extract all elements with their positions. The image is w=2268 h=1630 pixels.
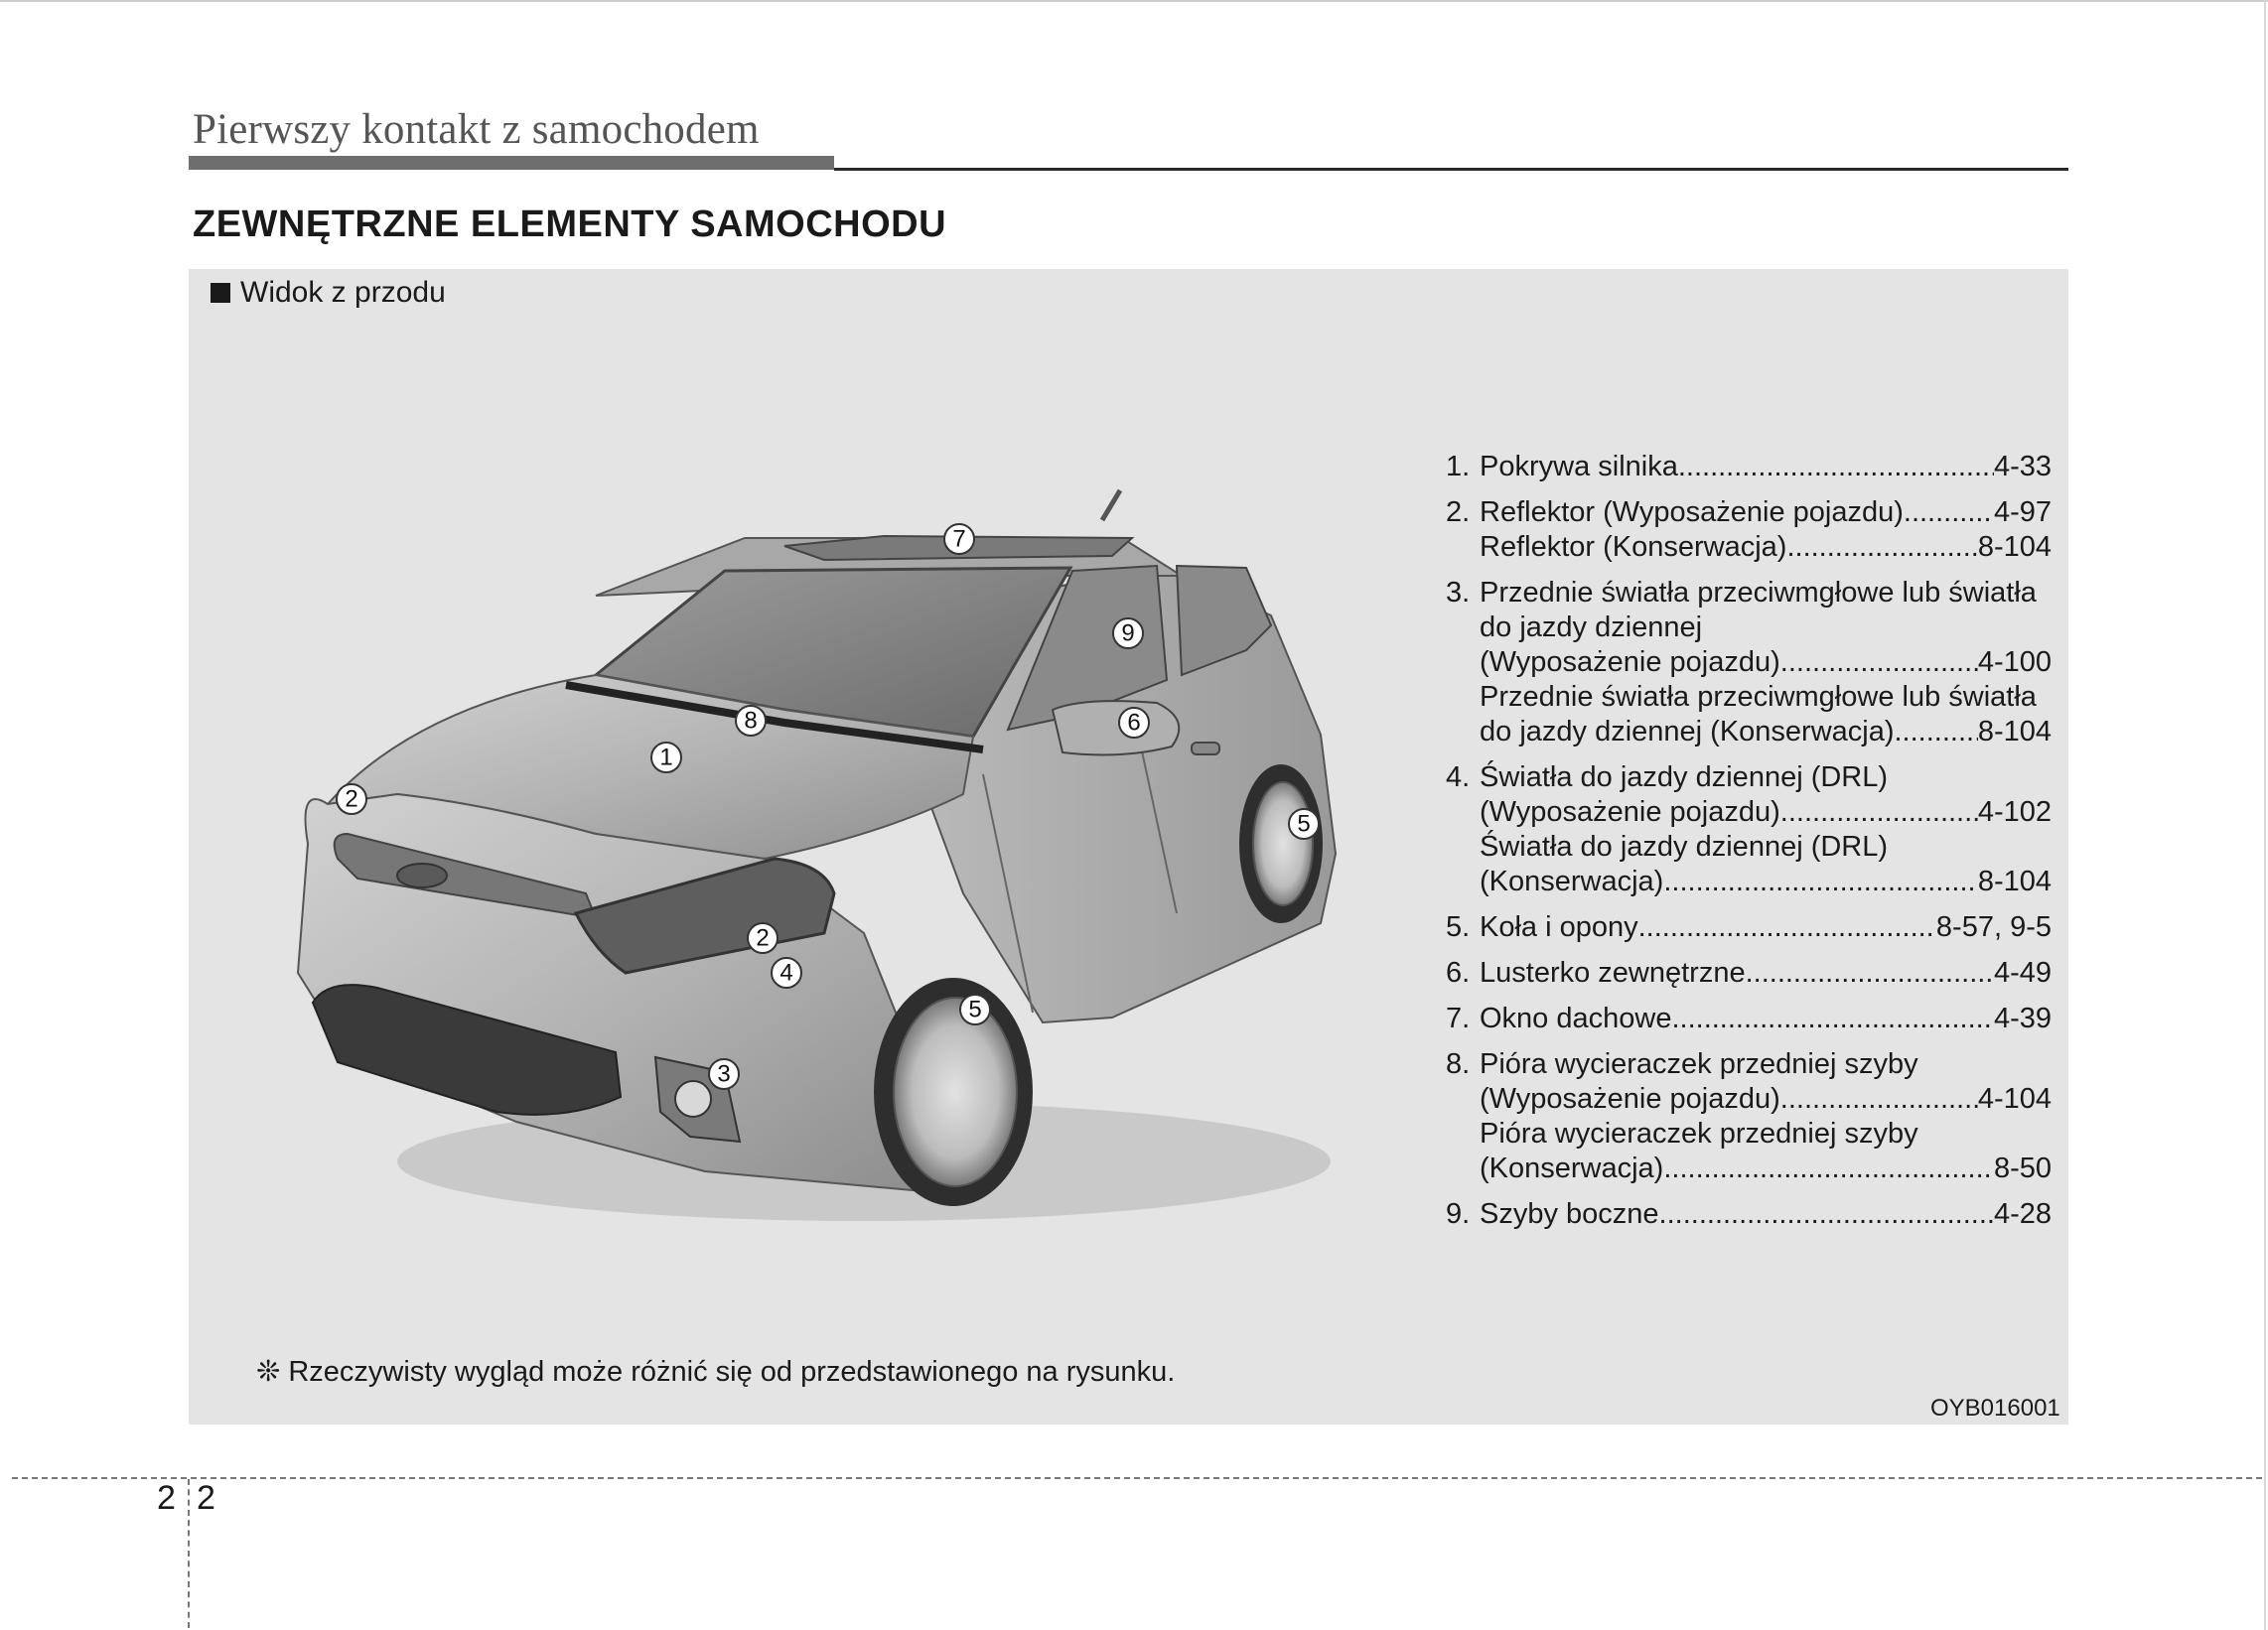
legend-line-text: Przednie światła przeciwmgłowe lub światła (1480, 577, 2037, 609)
legend-line-text: Reflektor (Wyposażenie pojazdu) (1480, 496, 1904, 528)
callout-5-a (960, 995, 990, 1024)
legend-item-4 (1446, 760, 2052, 899)
callout-7 (944, 524, 974, 554)
legend-line-text: Pokrywa silnika (1480, 451, 1678, 482)
svg-text:2: 2 (756, 924, 770, 952)
legend-line-text: (Konserwacja) (1480, 1153, 1664, 1184)
legend-line (1480, 910, 2052, 945)
bullet-square-icon (211, 283, 230, 303)
legend-line (1480, 611, 2052, 645)
page-reference: 4-33 (1993, 451, 2052, 482)
door-handle (1192, 743, 1219, 754)
legend-line-text: Światła do jazdy dziennej (DRL) (1480, 831, 1889, 863)
front-wheel-rim (894, 998, 1017, 1186)
legend-item-number: 5. (1446, 911, 1471, 943)
legend-item-number: 1. (1446, 451, 1471, 482)
legend-line-text: Pióra wycieraczek przedniej szyby (1480, 1048, 1918, 1080)
leader-dots (1678, 450, 1994, 484)
legend-item-9 (1446, 1197, 2052, 1232)
legend-line (1480, 1002, 2052, 1036)
legend-line (1480, 530, 2052, 565)
legend-line (1480, 865, 2052, 899)
legend-item-number: 3. (1446, 577, 1471, 609)
legend-line (1480, 450, 2052, 484)
svg-text:1: 1 (659, 744, 673, 771)
legend-line-text: Koła i opony (1480, 911, 1638, 943)
legend-line (1480, 760, 2052, 795)
callout-3 (709, 1059, 739, 1089)
parts-legend (1446, 450, 2052, 1243)
roof-antenna (1102, 490, 1120, 520)
legend-line-text: (Wyposażenie pojazdu) (1480, 1083, 1780, 1115)
svg-text:5: 5 (968, 996, 982, 1023)
page-reference: 4-104 (1977, 1083, 2052, 1115)
rear-wheel-rim (1253, 782, 1313, 905)
legend-line-text: do jazdy dziennej (Konserwacja) (1480, 716, 1895, 747)
legend-item-8 (1446, 1047, 2052, 1186)
svg-text:3: 3 (717, 1060, 731, 1088)
legend-line-text: Reflektor (Konserwacja) (1480, 531, 1787, 563)
legend-item-number: 8. (1446, 1048, 1471, 1080)
page-number: 2 (197, 1479, 215, 1517)
leader-dots (1663, 865, 1977, 899)
legend-line-text: Okno dachowe (1480, 1003, 1672, 1034)
svg-text:2: 2 (345, 785, 358, 813)
page-reference: 8-57, 9-5 (1935, 911, 2052, 943)
svg-text:4: 4 (780, 959, 793, 987)
page-reference: 8-104 (1977, 531, 2052, 563)
callout-5-b (1289, 809, 1319, 839)
legend-item-number: 7. (1446, 1003, 1471, 1034)
callout-9 (1113, 618, 1143, 648)
legend-item-7 (1446, 1002, 2052, 1036)
legend-item-number: 2. (1446, 496, 1471, 528)
page-heading: ZEWNĘTRZNE ELEMENTY SAMOCHODU (193, 204, 947, 245)
svg-text:9: 9 (1121, 619, 1135, 647)
svg-text:7: 7 (952, 525, 966, 553)
callout-8 (736, 706, 766, 736)
callout-6 (1119, 708, 1149, 738)
illustration-note: ❊ Rzeczywisty wygląd może różnić się od przedstawionego na rysunku. (256, 1356, 1176, 1388)
legend-line (1480, 1152, 2052, 1186)
leader-dots (1638, 910, 1936, 945)
legend-line (1480, 715, 2052, 749)
legend-line-text: do jazdy dziennej (1480, 611, 1703, 643)
legend-line (1480, 495, 2052, 530)
legend-line (1480, 1117, 2052, 1152)
callout-2-a (337, 784, 366, 814)
legend-item-5 (1446, 910, 2052, 945)
legend-line (1480, 680, 2052, 715)
legend-line (1480, 1047, 2052, 1082)
legend-line-text: (Wyposażenie pojazdu) (1480, 646, 1780, 678)
footer-dashed-rule (12, 1477, 2262, 1479)
legend-item-2 (1446, 495, 2052, 565)
legend-line (1480, 576, 2052, 611)
page-reference: 8-50 (1993, 1153, 2052, 1184)
legend-item-number: 9. (1446, 1198, 1471, 1230)
legend-line-text: Przednie światła przeciwmgłowe lub światła (1480, 681, 2037, 713)
legend-line-text: (Konserwacja) (1480, 866, 1664, 897)
page-reference: 4-28 (1993, 1198, 2052, 1230)
leader-dots (1895, 715, 1978, 749)
legend-line (1480, 645, 2052, 680)
page-top-edge (0, 0, 2268, 2)
legend-item-number: 6. (1446, 957, 1471, 989)
callout-4 (772, 958, 801, 988)
legend-line (1480, 956, 2052, 991)
section-title-rule (834, 168, 2068, 171)
legend-line-text: Światła do jazdy dziennej (DRL) (1480, 761, 1889, 793)
page-reference: 4-39 (1993, 1003, 2052, 1034)
legend-item-number: 4. (1446, 761, 1471, 793)
fog-light (675, 1081, 711, 1117)
page-right-edge (2264, 0, 2266, 1630)
leader-dots (1786, 530, 1977, 565)
footer-vertical-dashed-rule (188, 1479, 190, 1628)
section-title: Pierwszy kontakt z samochodem (193, 106, 760, 153)
legend-line (1480, 1082, 2052, 1117)
page-reference: 4-97 (1993, 496, 2052, 528)
legend-item-6 (1446, 956, 2052, 991)
leader-dots (1780, 645, 1978, 680)
page-reference: 8-104 (1977, 716, 2052, 747)
kia-logo (397, 864, 447, 887)
image-code: OYB016001 (1930, 1395, 2060, 1422)
page-reference: 4-100 (1977, 646, 2052, 678)
legend-line-text: (Wyposażenie pojazdu) (1480, 796, 1780, 828)
view-label-text: Widok z przodu (240, 276, 446, 309)
leader-dots (1671, 1002, 1993, 1036)
side-mirror (1053, 701, 1179, 754)
chapter-number: 2 (157, 1479, 176, 1517)
svg-text:5: 5 (1297, 810, 1311, 838)
callout-1 (651, 743, 681, 772)
svg-text:6: 6 (1127, 709, 1141, 737)
car-front-illustration (268, 476, 1370, 1241)
legend-item-1 (1446, 450, 2052, 484)
leader-dots (1659, 1197, 1994, 1232)
legend-line (1480, 830, 2052, 865)
leader-dots (1663, 1152, 1994, 1186)
leader-dots (1746, 956, 1994, 991)
page-reference: 4-49 (1993, 957, 2052, 989)
legend-line-text: Lusterko zewnętrzne (1480, 957, 1746, 989)
page-reference: 8-104 (1977, 866, 2052, 897)
legend-line-text: Szyby boczne (1480, 1198, 1659, 1230)
view-label (211, 276, 446, 310)
leader-dots (1904, 495, 1994, 530)
section-title-bar (189, 156, 834, 170)
page-reference: 4-102 (1977, 796, 2052, 828)
svg-text:8: 8 (744, 707, 758, 735)
legend-item-3 (1446, 576, 2052, 749)
leader-dots (1780, 795, 1978, 830)
legend-line (1480, 795, 2052, 830)
leader-dots (1780, 1082, 1978, 1117)
legend-line (1480, 1197, 2052, 1232)
callout-2-b (748, 923, 778, 953)
legend-line-text: Pióra wycieraczek przedniej szyby (1480, 1118, 1918, 1150)
